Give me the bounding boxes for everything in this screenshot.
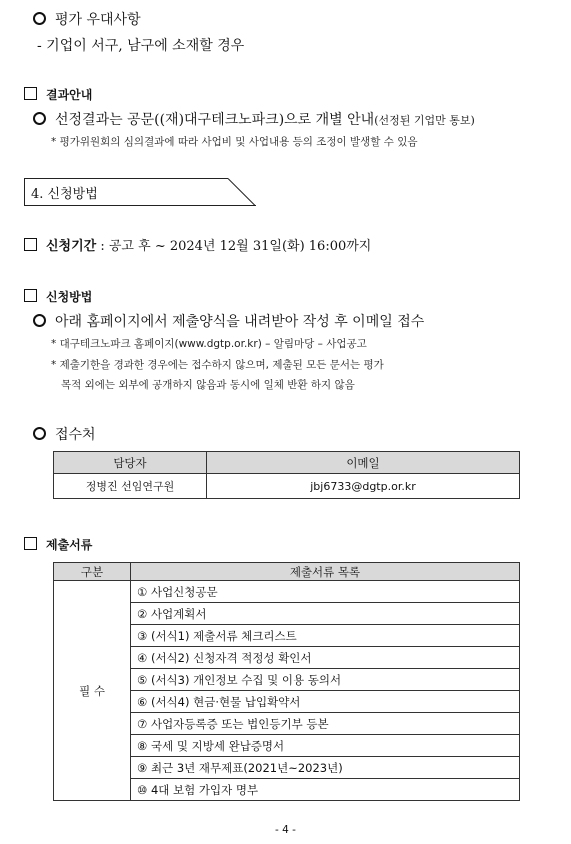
contact-col-person: 담당자 [54, 452, 207, 474]
square-bullet-icon [24, 537, 37, 550]
docs-item: ④ (서식2) 신청자격 적정성 확인서 [131, 647, 520, 669]
section-4-header [24, 178, 256, 206]
docs-item: ⑩ 4대 보험 가입자 명부 [131, 779, 520, 801]
contact-col-email: 이메일 [207, 452, 520, 474]
table-header-row [54, 563, 520, 581]
table-row [54, 581, 520, 603]
method-note-2b: 목적 외에는 외부에 공개하지 않음과 동시에 일체 반환 하지 않음 [61, 379, 355, 391]
method-note-1: * 대구테크노파크 홈페이지(www.dgtp.or.kr) – 알림마당 – 사업공고 [51, 338, 367, 350]
circle-bullet-icon [33, 12, 46, 25]
circle-bullet-icon [33, 112, 46, 125]
result-note: * 평가위원회의 심의결과에 따라 사업비 및 사업내용 등의 조정이 발생할 수 있음 [51, 136, 418, 148]
method-heading: 신청방법 [24, 288, 92, 305]
docs-item: ③ (서식1) 제출서류 체크리스트 [131, 625, 520, 647]
method-note-2a: * 제출기한을 경과한 경우에는 접수하지 않으며, 제출된 모든 문서는 평가 [51, 359, 384, 371]
square-bullet-icon [24, 289, 37, 302]
contact-person: 정병진 선임연구원 [54, 474, 207, 499]
docs-table [53, 562, 520, 801]
result-main: 선정결과는 공문((재)대구테크노파크)으로 개별 안내(선정된 기업만 통보) [33, 109, 475, 129]
docs-item: ① 사업신청공문 [131, 581, 520, 603]
docs-heading: 제출서류 [24, 536, 92, 553]
method-main: 아래 홈페이지에서 제출양식을 내려받아 작성 후 이메일 접수 [33, 311, 424, 331]
docs-item: ② 사업계획서 [131, 603, 520, 625]
table-row [54, 474, 520, 499]
circle-bullet-icon [33, 427, 46, 440]
preference-heading: 평가 우대사항 [33, 9, 141, 29]
section-4-title: 4. 신청방법 [31, 187, 98, 202]
table-header-row [54, 452, 520, 474]
docs-col-category: 구분 [54, 563, 131, 581]
docs-category: 필 수 [54, 581, 131, 801]
docs-col-list: 제출서류 목록 [131, 563, 520, 581]
contact-email: jbj6733@dgtp.or.kr [207, 474, 520, 499]
docs-item: ⑦ 사업자등록증 또는 법인등기부 등본 [131, 713, 520, 735]
docs-item: ⑥ (서식4) 현금·현물 납입확약서 [131, 691, 520, 713]
result-heading: 결과안내 [24, 86, 92, 103]
docs-item: ⑨ 최근 3년 재무제표(2021년~2023년) [131, 757, 520, 779]
preference-item: - 기업이 서구, 남구에 소재할 경우 [37, 38, 245, 54]
square-bullet-icon [24, 87, 37, 100]
square-bullet-icon [24, 238, 37, 251]
period-row: 신청기간 : 공고 후 ~ 2024년 12월 31일(화) 16:00까지 [24, 235, 371, 254]
contact-table [53, 451, 520, 499]
contact-heading: 접수처 [33, 424, 96, 444]
docs-item: ⑤ (서식3) 개인정보 수집 및 이용 동의서 [131, 669, 520, 691]
docs-item: ⑧ 국세 및 지방세 완납증명서 [131, 735, 520, 757]
page-number: - 4 - [275, 824, 296, 836]
circle-bullet-icon [33, 314, 46, 327]
